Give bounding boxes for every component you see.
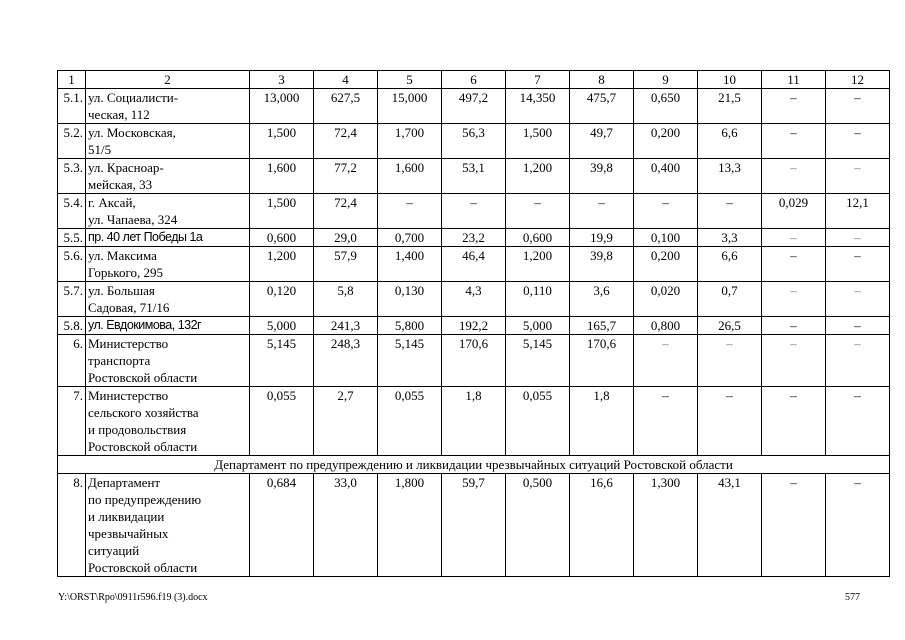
value-cell: 0,600: [250, 229, 314, 247]
header-cell: 10: [698, 71, 762, 89]
value-cell: 21,5: [698, 89, 762, 124]
table-row: [58, 229, 890, 247]
row-name-cell: ул. Московская, 51/5: [86, 124, 250, 159]
value-cell: 5,145: [378, 335, 442, 387]
value-cell: 57,9: [314, 247, 378, 282]
row-number-cell: 5.3.: [58, 159, 86, 194]
value-cell: –: [762, 159, 826, 194]
value-cell: –: [634, 194, 698, 229]
value-cell: 1,300: [634, 474, 698, 577]
value-cell: –: [698, 194, 762, 229]
header-cell: 2: [86, 71, 250, 89]
footer-page-number: 577: [845, 592, 860, 603]
value-cell: 5,145: [250, 335, 314, 387]
header-cell: 5: [378, 71, 442, 89]
row-name-cell: ул. Евдокимова, 132г: [86, 317, 250, 335]
value-cell: –: [762, 317, 826, 335]
row-number-cell: 8.: [58, 474, 86, 577]
value-cell: 39,8: [570, 247, 634, 282]
value-cell: 56,3: [442, 124, 506, 159]
value-cell: 46,4: [442, 247, 506, 282]
value-cell: 0,7: [698, 282, 762, 317]
value-cell: –: [826, 229, 890, 247]
value-cell: 15,000: [378, 89, 442, 124]
row-name-cell: ул. Красноар- мейская, 33: [86, 159, 250, 194]
value-cell: 23,2: [442, 229, 506, 247]
table-row: [58, 317, 890, 335]
row-number-cell: 5.8.: [58, 317, 86, 335]
value-cell: 1,500: [250, 124, 314, 159]
value-cell: 26,5: [698, 317, 762, 335]
value-cell: 0,650: [634, 89, 698, 124]
value-cell: 1,500: [506, 124, 570, 159]
row-name-cell: г. Аксай, ул. Чапаева, 324: [86, 194, 250, 229]
value-cell: –: [762, 247, 826, 282]
table-row: [58, 474, 890, 577]
value-cell: 165,7: [570, 317, 634, 335]
value-cell: 12,1: [826, 194, 890, 229]
value-cell: 1,800: [378, 474, 442, 577]
row-name-cell: ул. Большая Садовая, 71/16: [86, 282, 250, 317]
value-cell: 0,800: [634, 317, 698, 335]
value-cell: 29,0: [314, 229, 378, 247]
row-number-cell: 5.1.: [58, 89, 86, 124]
value-cell: –: [826, 159, 890, 194]
value-cell: 3,3: [698, 229, 762, 247]
value-cell: 0,029: [762, 194, 826, 229]
row-number-cell: 5.6.: [58, 247, 86, 282]
value-cell: –: [634, 335, 698, 387]
value-cell: 5,000: [506, 317, 570, 335]
value-cell: –: [826, 387, 890, 456]
value-cell: 1,8: [570, 387, 634, 456]
value-cell: 627,5: [314, 89, 378, 124]
value-cell: 0,500: [506, 474, 570, 577]
header-cell: 3: [250, 71, 314, 89]
value-cell: –: [762, 124, 826, 159]
value-cell: 248,3: [314, 335, 378, 387]
row-number-cell: 5.5.: [58, 229, 86, 247]
row-name-cell: Министерство транспорта Ростовской области: [86, 335, 250, 387]
value-cell: 5,8: [314, 282, 378, 317]
value-cell: –: [698, 387, 762, 456]
footer-file-path: Y:\ORST\Rpo\0911r596.f19 (3).docx: [58, 592, 208, 603]
header-row: [58, 71, 890, 89]
value-cell: 39,8: [570, 159, 634, 194]
row-number-cell: 6.: [58, 335, 86, 387]
value-cell: 475,7: [570, 89, 634, 124]
value-cell: –: [826, 89, 890, 124]
value-cell: 5,000: [250, 317, 314, 335]
row-name-cell: ул. Максима Горького, 295: [86, 247, 250, 282]
value-cell: 5,145: [506, 335, 570, 387]
value-cell: 1,400: [378, 247, 442, 282]
value-cell: 0,700: [378, 229, 442, 247]
value-cell: 13,3: [698, 159, 762, 194]
value-cell: 1,500: [250, 194, 314, 229]
value-cell: –: [826, 317, 890, 335]
value-cell: 241,3: [314, 317, 378, 335]
header-cell: 6: [442, 71, 506, 89]
value-cell: –: [762, 89, 826, 124]
row-name-cell: Министерство сельского хозяйства и продовольствия Ростовской области: [86, 387, 250, 456]
value-cell: 1,200: [506, 247, 570, 282]
value-cell: 77,2: [314, 159, 378, 194]
value-cell: 1,700: [378, 124, 442, 159]
header-cell: 4: [314, 71, 378, 89]
value-cell: 13,000: [250, 89, 314, 124]
row-number-cell: 5.2.: [58, 124, 86, 159]
table-row: [58, 335, 890, 387]
value-cell: 0,130: [378, 282, 442, 317]
value-cell: –: [506, 194, 570, 229]
table-row: [58, 387, 890, 456]
value-cell: 1,600: [250, 159, 314, 194]
value-cell: 0,400: [634, 159, 698, 194]
value-cell: 0,055: [378, 387, 442, 456]
value-cell: –: [570, 194, 634, 229]
value-cell: 0,600: [506, 229, 570, 247]
value-cell: 43,1: [698, 474, 762, 577]
row-name-cell: ул. Социалисти- ческая, 112: [86, 89, 250, 124]
table-row: [58, 282, 890, 317]
value-cell: –: [378, 194, 442, 229]
value-cell: –: [826, 247, 890, 282]
value-cell: 170,6: [570, 335, 634, 387]
section-title-cell: Департамент по предупреждению и ликвидации чрезвычайных ситуаций Ростовской области: [58, 456, 890, 474]
header-cell: 9: [634, 71, 698, 89]
value-cell: 72,4: [314, 194, 378, 229]
value-cell: –: [762, 474, 826, 577]
value-cell: –: [826, 282, 890, 317]
value-cell: –: [762, 335, 826, 387]
row-number-cell: 7.: [58, 387, 86, 456]
value-cell: 49,7: [570, 124, 634, 159]
table-row: [58, 247, 890, 282]
value-cell: 2,7: [314, 387, 378, 456]
row-number-cell: 5.4.: [58, 194, 86, 229]
value-cell: 0,020: [634, 282, 698, 317]
value-cell: 1,600: [378, 159, 442, 194]
value-cell: 19,9: [570, 229, 634, 247]
value-cell: –: [634, 387, 698, 456]
value-cell: 0,200: [634, 247, 698, 282]
value-cell: –: [762, 387, 826, 456]
table-row: [58, 124, 890, 159]
value-cell: –: [442, 194, 506, 229]
value-cell: 1,200: [506, 159, 570, 194]
value-cell: 1,200: [250, 247, 314, 282]
header-cell: 7: [506, 71, 570, 89]
value-cell: 5,800: [378, 317, 442, 335]
value-cell: 497,2: [442, 89, 506, 124]
table-row: [58, 194, 890, 229]
row-name-cell: пр. 40 лет Победы 1а: [86, 229, 250, 247]
value-cell: 16,6: [570, 474, 634, 577]
value-cell: 0,120: [250, 282, 314, 317]
value-cell: 1,8: [442, 387, 506, 456]
value-cell: 72,4: [314, 124, 378, 159]
table-row: [58, 89, 890, 124]
header-cell: 8: [570, 71, 634, 89]
value-cell: 170,6: [442, 335, 506, 387]
value-cell: 192,2: [442, 317, 506, 335]
value-cell: 0,200: [634, 124, 698, 159]
header-cell: 1: [58, 71, 86, 89]
value-cell: 3,6: [570, 282, 634, 317]
value-cell: –: [826, 335, 890, 387]
value-cell: 14,350: [506, 89, 570, 124]
row-name-cell: Департамент по предупреждению и ликвидации чрезвычайных ситуаций Ростовской области: [86, 474, 250, 577]
value-cell: 59,7: [442, 474, 506, 577]
value-cell: 0,110: [506, 282, 570, 317]
header-cell: 12: [826, 71, 890, 89]
value-cell: –: [762, 229, 826, 247]
value-cell: 0,684: [250, 474, 314, 577]
row-number-cell: 5.7.: [58, 282, 86, 317]
value-cell: 4,3: [442, 282, 506, 317]
value-cell: –: [762, 282, 826, 317]
value-cell: –: [826, 474, 890, 577]
section-row: [58, 456, 890, 474]
value-cell: 33,0: [314, 474, 378, 577]
value-cell: 0,100: [634, 229, 698, 247]
value-cell: 0,055: [250, 387, 314, 456]
value-cell: –: [826, 124, 890, 159]
value-cell: 53,1: [442, 159, 506, 194]
table-row: [58, 159, 890, 194]
value-cell: 6,6: [698, 124, 762, 159]
value-cell: 0,055: [506, 387, 570, 456]
value-cell: –: [698, 335, 762, 387]
header-cell: 11: [762, 71, 826, 89]
data-table: [57, 70, 890, 577]
value-cell: 6,6: [698, 247, 762, 282]
